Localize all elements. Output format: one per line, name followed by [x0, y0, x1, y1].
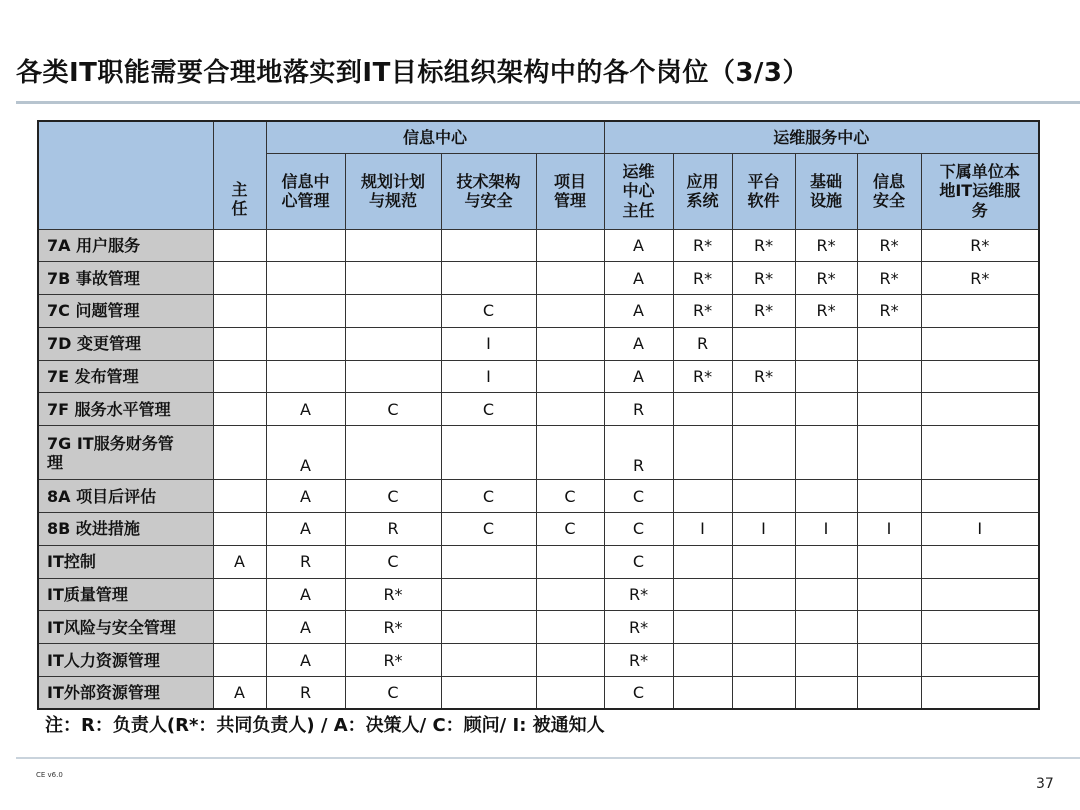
raci-cell	[673, 644, 732, 677]
raci-cell	[536, 677, 604, 710]
row-label: 7B 事故管理	[38, 262, 213, 295]
raci-cell	[795, 360, 857, 393]
raci-cell: C	[441, 295, 536, 328]
col-header: 运维 中心 主任	[604, 153, 673, 229]
table-row	[38, 611, 1039, 644]
raci-cell	[345, 295, 441, 328]
row-label: 7F 服务水平管理	[38, 393, 213, 426]
raci-cell	[536, 578, 604, 611]
raci-cell: C	[604, 480, 673, 513]
raci-cell	[857, 480, 921, 513]
raci-cell	[536, 426, 604, 480]
raci-cell: R	[266, 545, 345, 578]
raci-cell	[673, 611, 732, 644]
raci-cell	[732, 578, 795, 611]
col-header-director: 主 任	[213, 121, 266, 229]
raci-cell	[213, 513, 266, 546]
raci-cell: A	[266, 393, 345, 426]
row-label: 7D 变更管理	[38, 327, 213, 360]
raci-cell	[857, 644, 921, 677]
raci-cell	[857, 578, 921, 611]
table-row	[38, 677, 1039, 710]
page-title: 各类IT职能需要合理地落实到IT目标组织架构中的各个岗位（3/3）	[16, 58, 809, 88]
raci-cell: R*	[795, 229, 857, 262]
table-body	[38, 229, 1039, 709]
table-row	[38, 393, 1039, 426]
raci-cell: R*	[795, 262, 857, 295]
raci-cell: R*	[345, 578, 441, 611]
raci-matrix-table	[37, 120, 1040, 710]
raci-cell	[673, 393, 732, 426]
raci-cell	[441, 426, 536, 480]
raci-cell	[795, 611, 857, 644]
table-row	[38, 480, 1039, 513]
raci-cell: R*	[732, 262, 795, 295]
raci-cell	[536, 644, 604, 677]
row-label: 8A 项目后评估	[38, 480, 213, 513]
table-row	[38, 360, 1039, 393]
raci-cell	[795, 426, 857, 480]
raci-cell	[266, 327, 345, 360]
col-header: 信息中 心管理	[266, 153, 345, 229]
raci-cell	[345, 360, 441, 393]
col-header: 项目 管理	[536, 153, 604, 229]
raci-cell	[795, 677, 857, 710]
raci-cell	[213, 611, 266, 644]
raci-cell: C	[345, 677, 441, 710]
raci-cell: R*	[345, 611, 441, 644]
raci-cell	[857, 393, 921, 426]
raci-cell: R*	[345, 644, 441, 677]
table-row	[38, 327, 1039, 360]
raci-cell	[795, 480, 857, 513]
raci-cell: C	[441, 393, 536, 426]
raci-cell	[266, 262, 345, 295]
raci-cell: R*	[604, 578, 673, 611]
version-label: CE v6.0	[36, 771, 63, 779]
table-corner-cell	[38, 121, 213, 229]
raci-cell: C	[604, 545, 673, 578]
raci-cell: A	[604, 295, 673, 328]
raci-cell	[266, 229, 345, 262]
raci-cell: R*	[857, 229, 921, 262]
raci-cell	[921, 360, 1039, 393]
raci-cell	[732, 545, 795, 578]
raci-cell: R*	[795, 295, 857, 328]
raci-cell: C	[536, 480, 604, 513]
raci-cell: A	[213, 545, 266, 578]
row-label: 7C 问题管理	[38, 295, 213, 328]
raci-cell	[857, 327, 921, 360]
raci-cell: R*	[732, 360, 795, 393]
raci-cell: C	[604, 677, 673, 710]
raci-cell: R*	[921, 262, 1039, 295]
raci-cell: C	[345, 545, 441, 578]
raci-cell: R*	[673, 295, 732, 328]
raci-cell	[213, 229, 266, 262]
raci-cell	[441, 611, 536, 644]
raci-cell: A	[604, 360, 673, 393]
raci-cell	[536, 611, 604, 644]
raci-cell	[345, 426, 441, 480]
group-header-info-center: 信息中心	[266, 121, 604, 153]
raci-cell: R*	[732, 229, 795, 262]
raci-cell: A	[266, 578, 345, 611]
raci-cell	[732, 393, 795, 426]
raci-cell	[673, 480, 732, 513]
col-header: 技术架构 与安全	[441, 153, 536, 229]
raci-cell	[921, 545, 1039, 578]
raci-cell: I	[441, 327, 536, 360]
raci-cell	[857, 611, 921, 644]
raci-cell	[921, 295, 1039, 328]
raci-cell	[213, 393, 266, 426]
raci-cell: I	[673, 513, 732, 546]
raci-cell: C	[441, 480, 536, 513]
raci-cell: R	[266, 677, 345, 710]
raci-cell	[732, 480, 795, 513]
raci-cell	[213, 327, 266, 360]
raci-cell	[441, 578, 536, 611]
raci-cell: A	[266, 611, 345, 644]
raci-cell: R*	[857, 295, 921, 328]
raci-cell	[857, 360, 921, 393]
raci-cell	[266, 295, 345, 328]
raci-cell	[921, 644, 1039, 677]
raci-cell	[441, 677, 536, 710]
raci-cell: R*	[604, 611, 673, 644]
row-label: 7A 用户服务	[38, 229, 213, 262]
raci-cell	[921, 578, 1039, 611]
raci-cell	[921, 611, 1039, 644]
raci-cell: I	[921, 513, 1039, 546]
raci-cell: R*	[921, 229, 1039, 262]
raci-cell	[213, 426, 266, 480]
raci-cell	[795, 644, 857, 677]
row-label: IT控制	[38, 545, 213, 578]
col-header: 基础 设施	[795, 153, 857, 229]
raci-cell	[345, 229, 441, 262]
row-label: IT风险与安全管理	[38, 611, 213, 644]
raci-cell	[921, 677, 1039, 710]
raci-cell	[795, 545, 857, 578]
raci-cell	[213, 578, 266, 611]
raci-cell: R*	[732, 295, 795, 328]
raci-cell	[673, 677, 732, 710]
footer-divider	[16, 757, 1080, 759]
raci-cell	[857, 545, 921, 578]
raci-cell: A	[604, 229, 673, 262]
legend-note: 注：R：负责人(R*：共同负责人) / A：决策人/ C：顾问/ I: 被通知人	[45, 715, 605, 736]
raci-cell	[441, 644, 536, 677]
title-divider	[16, 101, 1080, 104]
col-header: 平台 软件	[732, 153, 795, 229]
row-label: 8B 改进措施	[38, 513, 213, 546]
raci-cell	[345, 327, 441, 360]
raci-cell: C	[441, 513, 536, 546]
raci-cell	[857, 426, 921, 480]
table-row	[38, 229, 1039, 262]
raci-cell: I	[441, 360, 536, 393]
raci-cell	[213, 644, 266, 677]
raci-cell: R	[604, 426, 673, 480]
raci-cell	[536, 360, 604, 393]
raci-cell	[921, 426, 1039, 480]
raci-cell: I	[795, 513, 857, 546]
raci-cell: C	[536, 513, 604, 546]
raci-cell	[732, 426, 795, 480]
raci-cell: A	[266, 480, 345, 513]
row-label: 7G IT服务财务管 理	[38, 426, 213, 480]
raci-cell	[921, 327, 1039, 360]
group-header-ops-center: 运维服务中心	[604, 121, 1039, 153]
raci-cell	[732, 611, 795, 644]
raci-cell	[213, 360, 266, 393]
col-header: 信息 安全	[857, 153, 921, 229]
raci-cell	[213, 480, 266, 513]
raci-cell: A	[266, 426, 345, 480]
raci-cell	[266, 360, 345, 393]
raci-cell: C	[345, 480, 441, 513]
raci-cell: A	[213, 677, 266, 710]
raci-cell	[441, 545, 536, 578]
raci-cell	[795, 393, 857, 426]
raci-cell: I	[857, 513, 921, 546]
raci-cell	[345, 262, 441, 295]
raci-cell	[795, 578, 857, 611]
table-row	[38, 513, 1039, 546]
raci-cell	[536, 545, 604, 578]
raci-cell	[536, 327, 604, 360]
raci-cell	[732, 327, 795, 360]
raci-cell: I	[732, 513, 795, 546]
table-row	[38, 578, 1039, 611]
raci-cell: R*	[673, 229, 732, 262]
raci-cell: A	[266, 644, 345, 677]
raci-cell: R*	[673, 360, 732, 393]
raci-cell	[536, 393, 604, 426]
raci-cell	[536, 262, 604, 295]
row-label: IT质量管理	[38, 578, 213, 611]
raci-cell	[795, 327, 857, 360]
raci-cell	[441, 229, 536, 262]
col-header: 应用 系统	[673, 153, 732, 229]
raci-cell: A	[604, 262, 673, 295]
raci-cell	[213, 295, 266, 328]
raci-cell	[673, 578, 732, 611]
raci-cell	[921, 480, 1039, 513]
row-label: IT外部资源管理	[38, 677, 213, 710]
row-label: IT人力资源管理	[38, 644, 213, 677]
raci-cell: R	[345, 513, 441, 546]
raci-cell: C	[345, 393, 441, 426]
col-header: 规划计划 与规范	[345, 153, 441, 229]
raci-cell: C	[604, 513, 673, 546]
table-row	[38, 644, 1039, 677]
table-row	[38, 262, 1039, 295]
raci-cell	[673, 545, 732, 578]
raci-cell	[732, 677, 795, 710]
raci-cell: A	[604, 327, 673, 360]
raci-cell	[732, 644, 795, 677]
row-label: 7E 发布管理	[38, 360, 213, 393]
raci-cell	[921, 393, 1039, 426]
raci-cell: R*	[857, 262, 921, 295]
raci-cell: R*	[604, 644, 673, 677]
raci-cell	[673, 426, 732, 480]
raci-cell	[213, 262, 266, 295]
raci-cell: R*	[673, 262, 732, 295]
raci-cell: R	[673, 327, 732, 360]
table-row	[38, 426, 1039, 480]
table-row	[38, 295, 1039, 328]
raci-cell	[441, 262, 536, 295]
col-header: 下属单位本 地IT运维服 务	[921, 153, 1039, 229]
table-row	[38, 545, 1039, 578]
raci-cell: R	[604, 393, 673, 426]
raci-cell	[536, 229, 604, 262]
page-number: 37	[1036, 776, 1054, 792]
raci-cell	[857, 677, 921, 710]
raci-cell: A	[266, 513, 345, 546]
raci-cell	[536, 295, 604, 328]
